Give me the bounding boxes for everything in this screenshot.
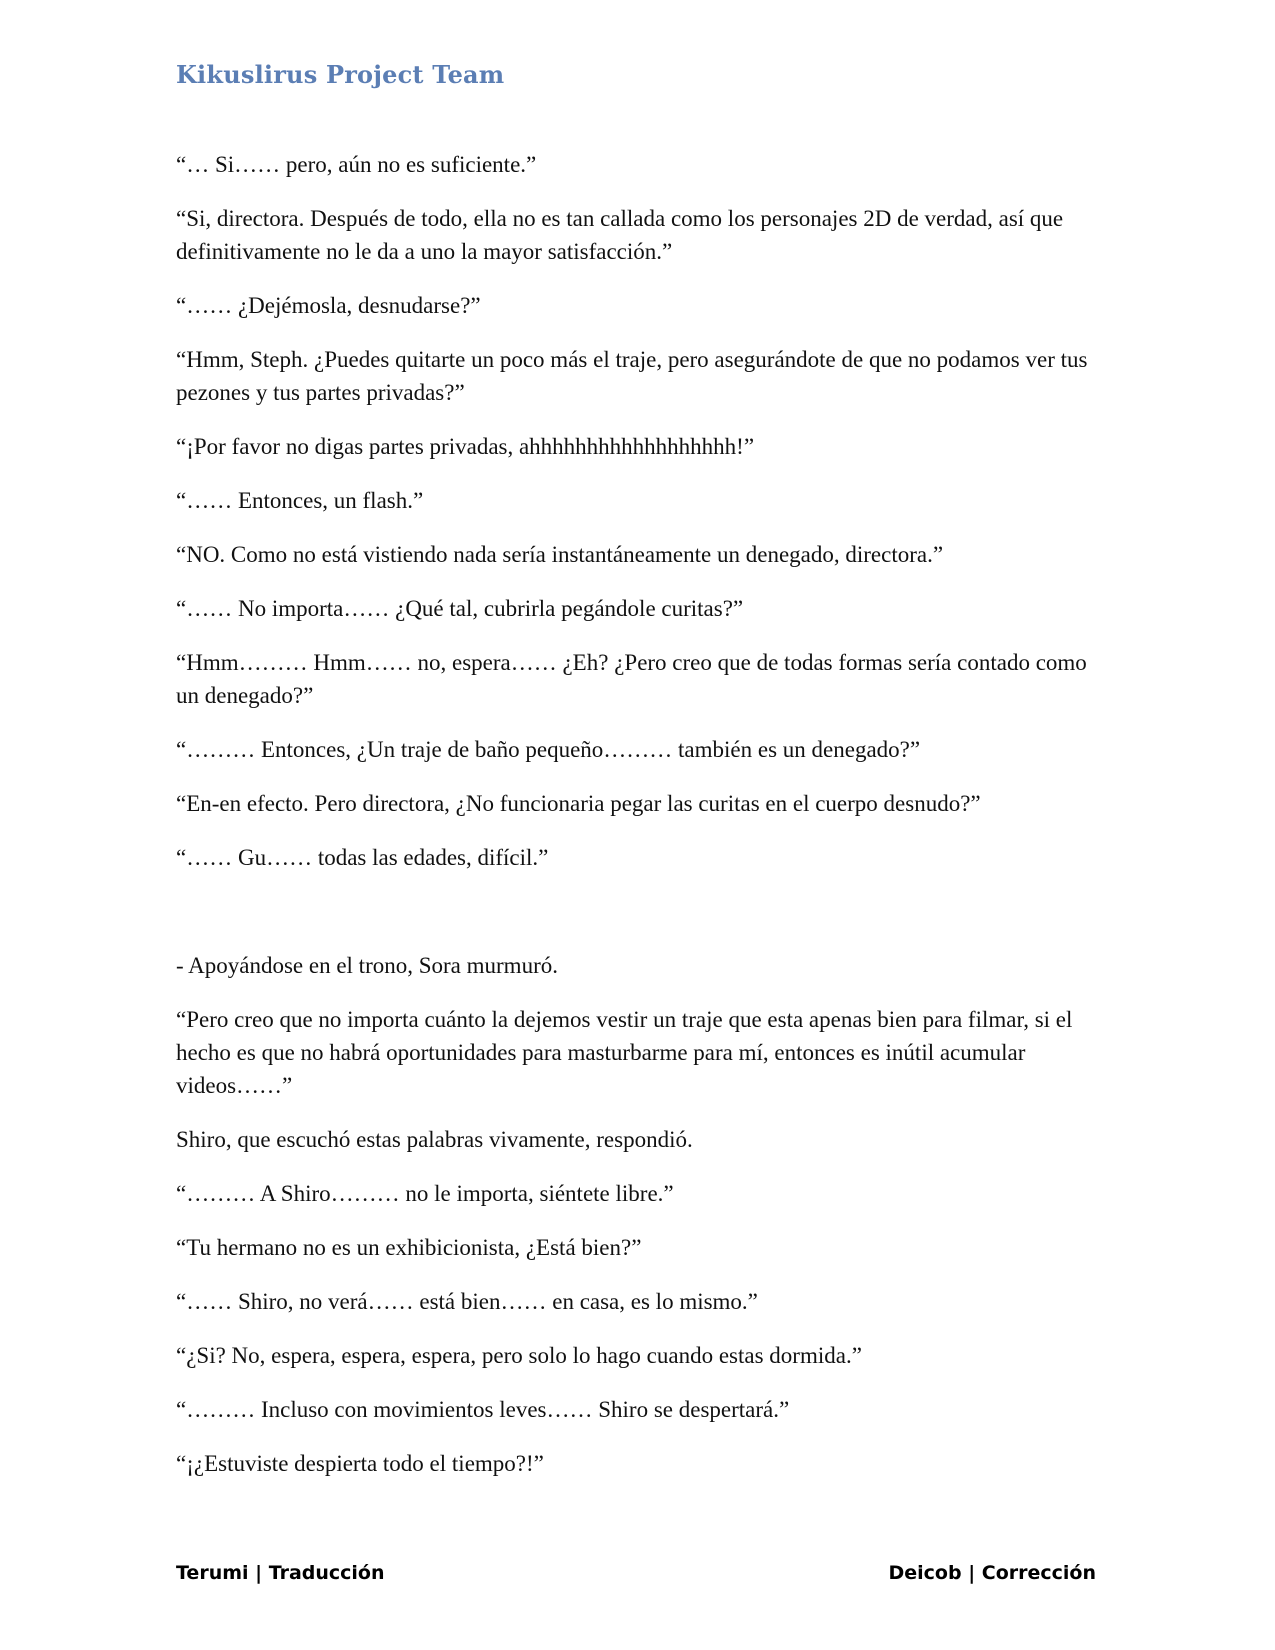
paragraph: “…… Entonces, un flash.” — [176, 488, 424, 513]
paragraph: “… Si…… pero, aún no es suficiente.” — [176, 152, 537, 177]
paragraph: “¡Por favor no digas partes privadas, ahhhhhhhhhhhhhhhhhh!” — [176, 434, 755, 459]
paragraph: “Si, directora. Después de todo, ella no es tan callada como los personajes 2D de verdad, así que definitivamente no le da a uno la mayor satisfacción.” — [176, 206, 1064, 264]
paragraph: “En-en efecto. Pero directora, ¿No funcionaria pegar las curitas en el cuerpo desnudo?” — [176, 791, 981, 816]
document-header-title: Kikuslirus Project Team — [176, 60, 505, 89]
paragraph: “……… A Shiro……… no le importa, siéntete libre.” — [176, 1181, 674, 1206]
footer-translator-credit: Terumi | Traducción — [176, 1562, 385, 1584]
paragraph: “…… No importa…… ¿Qué tal, cubrirla pegándole curitas?” — [176, 596, 744, 621]
paragraph: “……… Incluso con movimientos leves…… Shiro se despertará.” — [176, 1397, 790, 1422]
paragraph: “Hmm……… Hmm…… no, espera…… ¿Eh? ¿Pero creo que de todas formas sería contado como un denegado?” — [176, 650, 1087, 708]
paragraph: “Pero creo que no importa cuánto la dejemos vestir un traje que esta apenas bien para filmar, si el hecho es que no habrá oportunidades para masturbarme para mí, entonces es inútil acumular videos……” — [176, 1007, 1073, 1098]
document-footer — [176, 1562, 1096, 1584]
paragraph: “…… ¿Dejémosla, desnudarse?” — [176, 293, 481, 318]
paragraph: “……… Entonces, ¿Un traje de baño pequeño……… también es un denegado?” — [176, 737, 921, 762]
paragraph: “…… Shiro, no verá…… está bien…… en casa, es lo mismo.” — [176, 1289, 758, 1314]
section-spacer — [176, 895, 1096, 949]
paragraph: “¿Si? No, espera, espera, espera, pero solo lo hago cuando estas dormida.” — [176, 1343, 862, 1368]
paragraph: “…… Gu…… todas las edades, difícil.” — [176, 845, 549, 870]
paragraph: - Apoyándose en el trono, Sora murmuró. — [176, 953, 558, 978]
document-body — [176, 148, 1096, 1501]
footer-proofreader-credit: Deicob | Corrección — [888, 1562, 1096, 1584]
paragraph: “NO. Como no está vistiendo nada sería instantáneamente un denegado, directora.” — [176, 542, 944, 567]
paragraph: “Tu hermano no es un exhibicionista, ¿Está bien?” — [176, 1235, 642, 1260]
paragraph: “¡¿Estuviste despierta todo el tiempo?!” — [176, 1451, 544, 1476]
paragraph: Shiro, que escuchó estas palabras vivamente, respondió. — [176, 1127, 693, 1152]
paragraph: “Hmm, Steph. ¿Puedes quitarte un poco más el traje, pero asegurándote de que no podamos ver tus pezones y tus partes privadas?” — [176, 347, 1088, 405]
